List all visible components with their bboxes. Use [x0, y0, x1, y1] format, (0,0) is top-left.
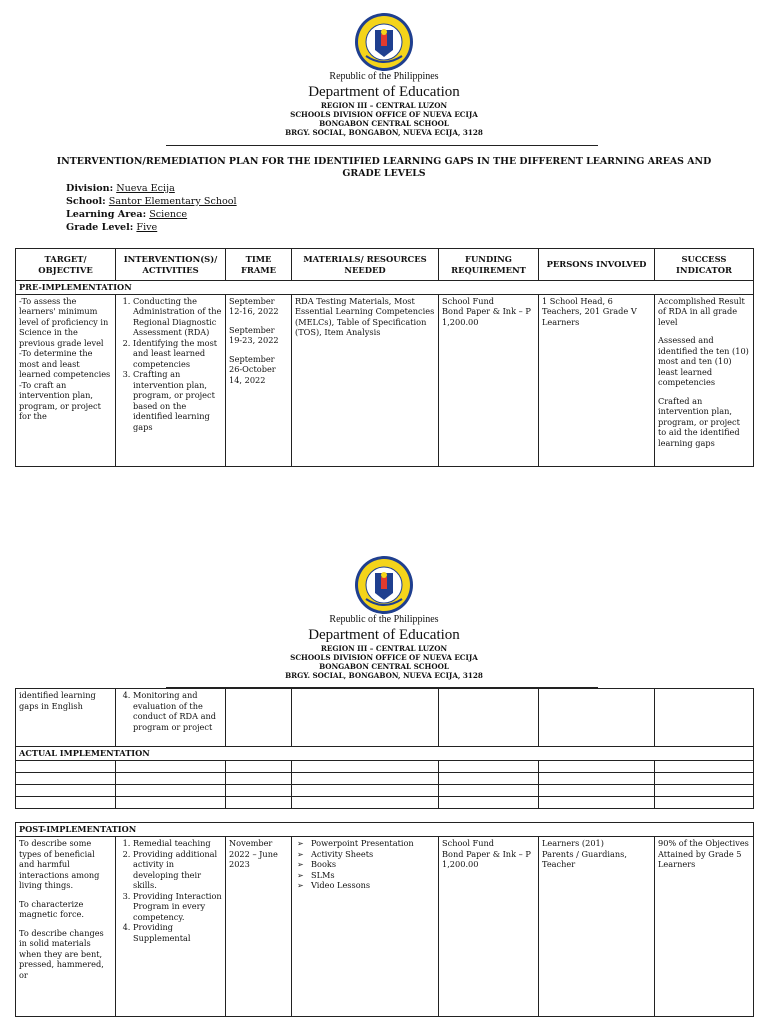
empty-cell: [655, 689, 754, 747]
school-name-line: BONGABON CENTRAL SCHOOL: [319, 119, 449, 128]
pre-target-cell: -To assess the learners' minimum level of proficiency in Science in the previous grade level -To determine the most and least learned competencies -To craft an intervention plan, program, or project for the: [16, 294, 116, 466]
post-time-cell: November 2022 – June 2023: [226, 837, 292, 1017]
pre-activities-list: [119, 296, 222, 433]
post-activities-cell: [116, 837, 226, 1017]
col-interventions: INTERVENTION(S)/ ACTIVITIES: [116, 249, 226, 281]
empty-row: [16, 761, 754, 773]
table-header-row: [16, 249, 754, 281]
address-line: BRGY. SOCIAL, BONGABON, NUEVA ECIJA, 3128: [285, 671, 483, 680]
time-item: September 19-23, 2022: [229, 324, 279, 345]
list-item: 2. Providing additional activity in developing their skills.: [133, 849, 222, 891]
school-name-line: BONGABON CENTRAL SCHOOL: [319, 662, 449, 671]
col-target: TARGET/ OBJECTIVE: [16, 249, 116, 281]
school-value: Santor Elementary School: [108, 196, 237, 207]
grade-label: Grade Level:: [66, 222, 134, 233]
plan-title: INTERVENTION/REMEDIATION PLAN FOR THE IDENTIFIED LEARNING GAPS IN THE DIFFERENT LEARNING AREAS AND GRADE LEVELS: [56, 156, 712, 179]
grade-row: [66, 221, 237, 234]
document-page-2: [0, 540, 768, 1024]
division-label: Division:: [66, 183, 114, 194]
list-item: ➢ Activity Sheets: [311, 849, 435, 860]
list-item: 4. Providing Supplemental: [133, 922, 222, 943]
empty-cell: [439, 689, 539, 747]
empty-row: [16, 797, 754, 809]
plan-table: [15, 248, 754, 467]
republic-text: Republic of the Philippines: [329, 71, 439, 82]
post-activities-list: [119, 838, 222, 943]
cont-activity-cell: [116, 689, 226, 747]
division-value: Nueva Ecija: [116, 183, 175, 194]
pre-persons-cell: 1 School Head, 6 Teachers, 201 Grade V Learners: [539, 294, 655, 466]
header-divider: [166, 145, 598, 146]
area-row: [66, 208, 237, 221]
time-item: September 12-16, 2022: [229, 295, 279, 316]
post-success-cell: 90% of the Objectives Attained by Grade 5 Learners: [655, 837, 754, 1017]
list-item: 3. Providing Interaction Program in every competency.: [133, 891, 222, 923]
success-item: Assessed and identified the ten (10) most and ten (10) least learned competencies: [658, 335, 749, 387]
table-row-cont: [16, 689, 754, 747]
table-row-pre: [16, 294, 754, 466]
table-row-post: [16, 837, 754, 1017]
cont-target-cell: identified learning gaps in English: [16, 689, 116, 747]
document-page-1: [0, 0, 768, 490]
school-label: School:: [66, 196, 106, 207]
grade-value: Five: [136, 222, 158, 233]
success-item: Accomplished Result of RDA in all grade level: [658, 295, 745, 327]
success-item: Crafted an intervention plan, program, or project to aid the identified learning gaps: [658, 395, 740, 448]
target-item: To characterize magnetic force.: [19, 898, 85, 919]
region-line: REGION III – CENTRAL LUZON: [320, 101, 448, 110]
post-persons-cell: Learners (201) Parents / Guardians, Teacher: [539, 837, 655, 1017]
pre-activities-cell: [116, 294, 226, 466]
spacer-row: [16, 809, 754, 823]
list-item: 3. Crafting an intervention plan, program, or project based on the identified learning gaps: [133, 369, 222, 432]
pre-funding-cell: School Fund Bond Paper & Ink – P 1,200.00: [439, 294, 539, 466]
pre-materials-cell: RDA Testing Materials, Most Essential Learning Competencies (MELCs), Table of Specification (TOS), Item Analysis: [292, 294, 439, 466]
list-item: 4. Monitoring and evaluation of the conduct of RDA and program or project: [133, 690, 222, 732]
list-item: ➢ Powerpoint Presentation: [311, 838, 435, 849]
pre-success-cell: [655, 294, 754, 466]
target-item: To describe changes in solid materials when they are bent, pressed, hammered, or: [19, 927, 104, 980]
pre-time-cell: [226, 294, 292, 466]
list-item: 2. Identifying the most and least learned competencies: [133, 338, 222, 370]
col-materials: MATERIALS/ RESOURCES NEEDED: [292, 249, 439, 281]
area-value: Science: [149, 209, 188, 220]
division-office-line: SCHOOLS DIVISION OFFICE OF NUEVA ECIJA: [290, 110, 478, 119]
empty-row: [16, 785, 754, 797]
empty-row: [16, 773, 754, 785]
plan-table-continued: [15, 688, 754, 1017]
post-funding-cell: School Fund Bond Paper & Ink – P 1,200.00: [439, 837, 539, 1017]
empty-cell: [292, 689, 439, 747]
list-item: 1. Remedial teaching: [133, 838, 222, 849]
section-label-post: POST-IMPLEMENTATION: [16, 823, 754, 837]
list-item: 1. Conducting the Administration of the Regional Diagnostic Assessment (RDA): [133, 296, 222, 338]
post-target-cell: [16, 837, 116, 1017]
target-item: To describe some types of beneficial and harmful interactions among living things.: [19, 838, 100, 890]
section-label-pre: PRE-IMPLEMENTATION: [16, 281, 754, 295]
region-line: REGION III – CENTRAL LUZON: [320, 644, 448, 653]
col-success: SUCCESS INDICATOR: [655, 249, 754, 281]
republic-text: Republic of the Philippines: [329, 614, 439, 625]
time-item: September 26-October 14, 2022: [229, 353, 276, 385]
area-label: Learning Area:: [66, 209, 147, 220]
post-materials-cell: [292, 837, 439, 1017]
department-title: Department of Education: [308, 627, 460, 643]
list-item: ➢ Video Lessons: [311, 880, 435, 891]
empty-cell: [539, 689, 655, 747]
department-title: Department of Education: [308, 84, 460, 100]
section-row-post: [16, 823, 754, 837]
empty-cell: [226, 689, 292, 747]
school-row: [66, 195, 237, 208]
deped-seal-logo: [354, 555, 414, 615]
address-line: BRGY. SOCIAL, BONGABON, NUEVA ECIJA, 3128: [285, 128, 483, 137]
division-office-line: SCHOOLS DIVISION OFFICE OF NUEVA ECIJA: [290, 653, 478, 662]
col-funding: FUNDING REQUIREMENT: [439, 249, 539, 281]
col-time-frame: TIME FRAME: [226, 249, 292, 281]
list-item: ➢ SLMs: [311, 870, 435, 881]
section-row-actual: [16, 747, 754, 761]
division-row: [66, 182, 237, 195]
cont-activity-list: [119, 690, 222, 732]
post-materials-list: [295, 838, 435, 891]
deped-seal-logo: [354, 12, 414, 72]
section-row-pre: [16, 281, 754, 295]
list-item: ➢ Books: [311, 859, 435, 870]
plan-meta: [66, 182, 237, 234]
col-persons: PERSONS INVOLVED: [539, 249, 655, 281]
section-label-actual: ACTUAL IMPLEMENTATION: [16, 747, 754, 761]
